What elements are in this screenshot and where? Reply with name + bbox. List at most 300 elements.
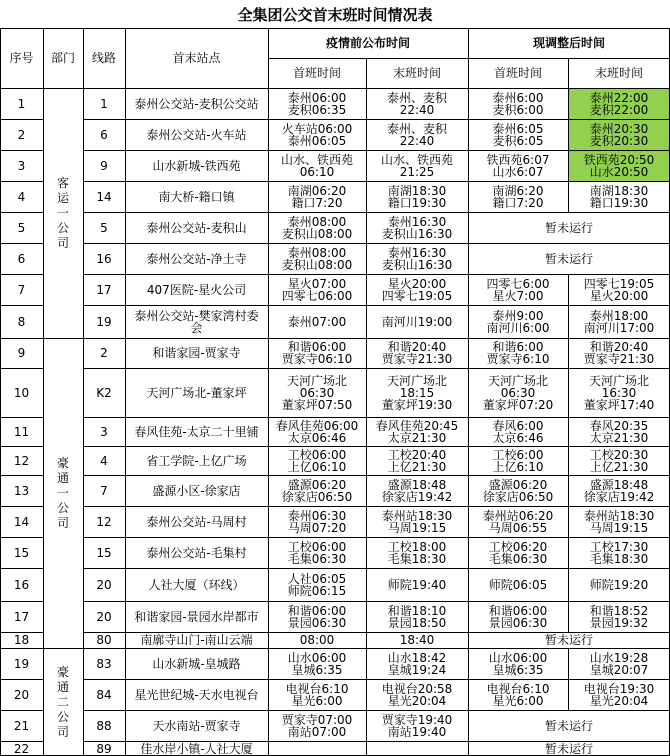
row-before-first-line: 麦积山08:00 bbox=[281, 226, 353, 241]
row-after-first bbox=[468, 88, 568, 119]
row-after-not-operating bbox=[468, 741, 670, 756]
row-after-not-operating bbox=[468, 710, 670, 741]
row-before-last bbox=[366, 506, 468, 537]
row-after-last-line: 四零七19:05 bbox=[583, 276, 655, 291]
row-after-first bbox=[468, 506, 568, 537]
row-line bbox=[83, 710, 125, 741]
row-before-first-line: 上亿06:10 bbox=[287, 459, 347, 474]
row-before-last-line: 泰州、麦积 bbox=[386, 121, 447, 136]
row-before-first bbox=[268, 88, 366, 119]
row-stations bbox=[125, 679, 268, 710]
row-after-first-line: 籍口7:20 bbox=[492, 195, 544, 210]
row-before-first bbox=[268, 305, 366, 338]
grid-line bbox=[0, 506, 44, 507]
grid-line bbox=[125, 28, 126, 756]
grid-line bbox=[568, 181, 569, 212]
row-before-first bbox=[268, 212, 366, 243]
row-stations-line: 南廓寺山门-南山云端 bbox=[140, 633, 253, 647]
row-before-first bbox=[268, 710, 366, 741]
row-before-first bbox=[268, 368, 366, 417]
row-after-last-line: 南河川17:00 bbox=[583, 320, 655, 335]
row-line-line: 20 bbox=[96, 577, 112, 592]
grid-line bbox=[83, 679, 670, 680]
row-stations bbox=[125, 475, 268, 506]
row-after-last bbox=[568, 537, 670, 568]
row-after-first-line: 山水06:00 bbox=[488, 650, 548, 665]
row-after-last-line: 和谐18:52 bbox=[589, 603, 649, 618]
row-before-last-line: 徐家店19:42 bbox=[381, 489, 453, 504]
row-after-first-line: 星光6:00 bbox=[492, 693, 544, 708]
grid-line bbox=[568, 305, 569, 338]
grid-line bbox=[568, 88, 569, 119]
grid-line bbox=[0, 475, 44, 476]
row-before-first-line: 董家坪07:50 bbox=[281, 397, 353, 412]
row-line bbox=[83, 475, 125, 506]
grid-line bbox=[83, 710, 670, 711]
row-line-line: 19 bbox=[96, 314, 112, 329]
row-before-first bbox=[268, 632, 366, 648]
row-before-last-line: 南湖18:30 bbox=[387, 183, 447, 198]
row-line bbox=[83, 150, 125, 181]
row-line bbox=[83, 632, 125, 648]
row-before-first-line: 和谐06:00 bbox=[287, 603, 347, 618]
row-before-first-line: 马周07:20 bbox=[287, 520, 347, 535]
row-stations-line: 天水南站-贾家寺 bbox=[152, 718, 241, 733]
row-seq-line: 16 bbox=[13, 577, 30, 592]
row-line bbox=[83, 88, 125, 119]
grid-line bbox=[43, 28, 44, 756]
row-before-last-line: 山水、铁西苑 bbox=[380, 152, 453, 167]
grid-line bbox=[568, 506, 569, 537]
row-after-not-operating-line: 暂未运行 bbox=[544, 633, 593, 647]
row-seq bbox=[0, 568, 43, 601]
row-seq bbox=[0, 88, 43, 119]
row-before-last-line: 上亿21:30 bbox=[387, 459, 447, 474]
row-after-first bbox=[468, 679, 568, 710]
row-after-first bbox=[468, 417, 568, 446]
grid-line bbox=[83, 119, 670, 120]
row-before-last-line: 工校18:00 bbox=[387, 539, 447, 554]
grid-line bbox=[43, 338, 83, 339]
row-before-first-line: 贾家寺06:10 bbox=[281, 352, 353, 366]
row-after-last-line: 春风20:35 bbox=[589, 418, 649, 433]
row-after-last bbox=[568, 679, 670, 710]
header-stations-line: 首末站点 bbox=[172, 51, 221, 65]
dept-cell-line: 公 bbox=[56, 709, 69, 724]
row-line-line: 6 bbox=[100, 127, 108, 142]
row-before-first-line: 工校06:00 bbox=[287, 539, 347, 554]
row-line bbox=[83, 212, 125, 243]
grid-line bbox=[0, 679, 44, 680]
row-stations-line: 泰州公交站-麦积山 bbox=[146, 220, 247, 235]
row-before-first bbox=[268, 506, 366, 537]
row-line-line: 5 bbox=[100, 220, 108, 235]
row-before-last-line: 泰州16:30 bbox=[387, 214, 447, 229]
row-stations-line: 会 bbox=[190, 320, 203, 335]
dept-cell-line: 运 bbox=[56, 190, 69, 205]
row-seq-line: 17 bbox=[13, 609, 30, 624]
row-seq-line: 9 bbox=[17, 346, 26, 360]
row-seq-line: 1 bbox=[17, 96, 26, 111]
row-after-first bbox=[468, 368, 568, 417]
row-line-line: 9 bbox=[100, 158, 108, 173]
row-after-first bbox=[468, 181, 568, 212]
header-line bbox=[83, 28, 125, 88]
row-seq bbox=[0, 368, 43, 417]
grid-line bbox=[0, 568, 44, 569]
row-before-last-line: 和谐20:40 bbox=[387, 340, 447, 354]
row-before-first-line: 盛源06:20 bbox=[287, 477, 347, 492]
row-line bbox=[83, 243, 125, 274]
row-before-last-line: 和谐18:10 bbox=[387, 603, 447, 618]
row-before-first bbox=[268, 417, 366, 446]
grid-line bbox=[83, 446, 670, 447]
row-stations bbox=[125, 338, 268, 368]
header-before-first-line: 首班时间 bbox=[292, 66, 341, 80]
grid-line bbox=[568, 119, 569, 150]
grid-line bbox=[568, 338, 569, 368]
grid-line bbox=[83, 417, 670, 418]
grid-line bbox=[83, 243, 670, 244]
dept-cell-line: 客 bbox=[56, 175, 69, 190]
grid-line bbox=[0, 446, 44, 447]
row-after-last bbox=[568, 648, 670, 679]
row-before-first bbox=[268, 648, 366, 679]
row-after-first bbox=[468, 119, 568, 150]
grid-line bbox=[0, 537, 44, 538]
row-seq bbox=[0, 537, 43, 568]
row-after-first-line: 麦积6:05 bbox=[492, 133, 544, 148]
row-stations bbox=[125, 119, 268, 150]
row-after-first-line: 皇城6:35 bbox=[492, 662, 544, 677]
grid-line bbox=[83, 568, 670, 569]
grid-line bbox=[0, 648, 44, 649]
row-after-first bbox=[468, 446, 568, 475]
row-before-first-line: 贾家寺07:00 bbox=[281, 712, 353, 727]
row-before-last bbox=[366, 212, 468, 243]
grid-line bbox=[0, 417, 44, 418]
dept-cell-line: 司 bbox=[56, 724, 69, 739]
row-stations bbox=[125, 601, 268, 632]
dept-cell-line: 豪 bbox=[56, 664, 69, 679]
row-stations-line: 泰州公交站-火车站 bbox=[146, 127, 247, 142]
row-before-first-line: 景园06:30 bbox=[287, 615, 347, 630]
row-line-line: 12 bbox=[96, 514, 112, 529]
row-before-last-line: 景园18:50 bbox=[387, 615, 447, 630]
row-line-line: 17 bbox=[96, 282, 112, 297]
row-before-first bbox=[268, 741, 366, 756]
row-stations bbox=[125, 274, 268, 305]
row-line-line: 83 bbox=[96, 656, 112, 671]
row-stations-line: 泰州公交站-净土寺 bbox=[146, 251, 247, 266]
row-stations bbox=[125, 88, 268, 119]
grid-line bbox=[0, 243, 44, 244]
header-before-group bbox=[268, 28, 468, 58]
row-after-last-line: 徐家店19:42 bbox=[583, 489, 655, 504]
grid-line bbox=[0, 710, 44, 711]
grid-line bbox=[83, 475, 670, 476]
row-after-last-line: 师院19:20 bbox=[589, 577, 649, 592]
grid-line bbox=[0, 212, 44, 213]
row-after-last-line: 星火20:00 bbox=[589, 288, 649, 303]
row-before-last-line: 麦积山16:30 bbox=[381, 226, 453, 241]
row-after-last bbox=[568, 305, 670, 338]
grid-line bbox=[0, 632, 44, 633]
row-after-first-line: 山水6:07 bbox=[492, 164, 544, 179]
row-after-last-line: 马周19:15 bbox=[589, 520, 649, 535]
row-line bbox=[83, 181, 125, 212]
grid-line bbox=[366, 58, 367, 756]
row-before-last-line: 四零七19:05 bbox=[381, 288, 453, 303]
grid-line bbox=[83, 274, 670, 275]
row-seq bbox=[0, 181, 43, 212]
grid-line bbox=[83, 537, 670, 538]
row-after-last-line: 16:30 bbox=[601, 385, 637, 400]
row-after-last-line: 泰州22:00 bbox=[589, 90, 649, 105]
row-seq bbox=[0, 338, 43, 368]
row-before-last bbox=[366, 632, 468, 648]
row-before-first-line: 山水06:00 bbox=[287, 650, 347, 665]
grid-line bbox=[83, 150, 670, 151]
row-after-last bbox=[568, 417, 670, 446]
row-after-first-line: 四零七6:00 bbox=[486, 276, 550, 291]
row-line-line: 2 bbox=[100, 346, 108, 360]
grid-line bbox=[568, 475, 569, 506]
row-after-not-operating-line: 暂未运行 bbox=[544, 741, 593, 756]
row-seq-line: 8 bbox=[17, 314, 26, 329]
row-line bbox=[83, 305, 125, 338]
row-after-first bbox=[468, 648, 568, 679]
row-after-first-line: 天河广场北 bbox=[487, 373, 548, 388]
row-line-line: K2 bbox=[96, 385, 112, 400]
header-after-first-line: 首班时间 bbox=[493, 66, 542, 80]
grid-line bbox=[268, 28, 269, 756]
row-before-last-line: 盛源18:48 bbox=[387, 477, 447, 492]
row-line bbox=[83, 679, 125, 710]
row-after-first-line: 泰州6:00 bbox=[492, 90, 544, 105]
row-after-last-line: 麦积22:00 bbox=[589, 102, 649, 117]
row-line-line: 84 bbox=[96, 687, 112, 702]
row-seq bbox=[0, 632, 43, 648]
row-before-first-line: 星光6:00 bbox=[291, 693, 343, 708]
row-before-last-line: 麦积山16:30 bbox=[381, 257, 453, 272]
row-after-last-line: 和谐20:40 bbox=[589, 340, 649, 354]
grid-line bbox=[83, 648, 670, 649]
grid-line bbox=[0, 338, 44, 339]
grid-line bbox=[83, 305, 670, 306]
grid-line bbox=[0, 150, 44, 151]
row-after-last-line: 山水19:28 bbox=[589, 650, 649, 665]
grid-line bbox=[568, 368, 569, 417]
row-before-last-line: 泰州、麦积 bbox=[386, 90, 447, 105]
row-line bbox=[83, 368, 125, 417]
row-stations bbox=[125, 537, 268, 568]
row-before-first bbox=[268, 338, 366, 368]
grid-line bbox=[83, 632, 670, 633]
row-after-first-line: 铁西苑6:07 bbox=[486, 152, 550, 167]
dept-cell-line: 司 bbox=[56, 515, 69, 530]
row-before-first-line: 工校06:00 bbox=[287, 447, 347, 462]
dept-cell-line: 一 bbox=[56, 485, 69, 500]
row-stations bbox=[125, 632, 268, 648]
row-stations bbox=[125, 710, 268, 741]
row-after-last bbox=[568, 506, 670, 537]
row-before-last-line: 星光20:04 bbox=[387, 693, 447, 708]
header-after-group bbox=[468, 28, 670, 58]
row-line-line: 3 bbox=[100, 424, 108, 439]
row-seq-line: 7 bbox=[17, 282, 26, 297]
row-stations-line: 山水新城-铁西苑 bbox=[152, 158, 241, 173]
row-after-last bbox=[568, 119, 670, 150]
row-stations bbox=[125, 368, 268, 417]
dept-cell-line: 通 bbox=[56, 679, 69, 694]
row-before-last-line: 22:40 bbox=[399, 102, 435, 117]
row-before-last-line: 贾家寺21:30 bbox=[381, 352, 453, 366]
row-before-last-line: 18:40 bbox=[399, 633, 435, 647]
header-seq-line: 序号 bbox=[9, 51, 34, 65]
row-before-last bbox=[366, 88, 468, 119]
row-after-not-operating bbox=[468, 632, 670, 648]
row-before-last-line: 董家坪19:30 bbox=[381, 397, 453, 412]
dept-cell bbox=[43, 338, 83, 648]
row-stations-line: 泰州公交站-樊家湾村委 bbox=[134, 308, 259, 323]
row-before-first-line: 南湖06:20 bbox=[287, 183, 347, 198]
row-before-first-line: 星火07:00 bbox=[287, 276, 347, 291]
row-after-last-line: 毛集18:30 bbox=[589, 551, 649, 566]
row-stations bbox=[125, 243, 268, 274]
row-seq-line: 3 bbox=[17, 158, 26, 173]
row-before-first-line: 籍口7:20 bbox=[291, 195, 343, 210]
row-after-not-operating-line: 暂未运行 bbox=[544, 220, 593, 235]
row-after-last bbox=[568, 446, 670, 475]
row-before-first-line: 06:10 bbox=[299, 164, 335, 179]
row-stations bbox=[125, 150, 268, 181]
row-line-line: 1 bbox=[100, 96, 108, 111]
row-before-last bbox=[366, 741, 468, 756]
header-after-last bbox=[568, 58, 670, 88]
row-after-last-line: 盛源18:48 bbox=[589, 477, 649, 492]
row-after-first bbox=[468, 475, 568, 506]
row-after-last-line: 天河广场北 bbox=[588, 373, 649, 388]
row-after-first-line: 师院06:05 bbox=[488, 577, 548, 592]
row-before-first-line: 火车站06:00 bbox=[281, 121, 353, 136]
grid-line bbox=[568, 58, 569, 88]
row-line-line: 80 bbox=[96, 633, 112, 647]
row-after-first-line: 董家坪07:20 bbox=[482, 397, 554, 412]
row-before-last bbox=[366, 119, 468, 150]
row-after-last bbox=[568, 181, 670, 212]
row-seq bbox=[0, 679, 43, 710]
row-after-first-line: 贾家寺6:10 bbox=[486, 352, 550, 366]
row-before-last-line: 南河川19:00 bbox=[381, 314, 453, 329]
row-before-first bbox=[268, 568, 366, 601]
row-after-first bbox=[468, 150, 568, 181]
grid-line bbox=[83, 741, 670, 742]
row-before-last-line: 山水18:42 bbox=[387, 650, 447, 665]
row-after-first-line: 徐家店06:50 bbox=[482, 489, 554, 504]
grid-line bbox=[83, 181, 670, 182]
row-before-first bbox=[268, 181, 366, 212]
row-after-last-line: 籍口19:30 bbox=[589, 195, 649, 210]
row-seq bbox=[0, 274, 43, 305]
grid-line bbox=[568, 417, 569, 446]
row-line-line: 14 bbox=[96, 189, 112, 204]
row-before-first-line: 06:30 bbox=[299, 385, 335, 400]
row-before-last-line: 贾家寺19:40 bbox=[381, 712, 453, 727]
row-line-line: 4 bbox=[100, 453, 108, 468]
row-after-first-line: 电视台6:10 bbox=[486, 681, 550, 696]
header-after-first bbox=[468, 58, 568, 88]
row-after-last bbox=[568, 568, 670, 601]
grid-line bbox=[568, 568, 569, 601]
row-before-last-line: 泰州16:30 bbox=[387, 245, 447, 260]
row-stations-line: 南大桥-籍口镇 bbox=[158, 189, 235, 204]
row-stations-line: 泰州公交站-毛集村 bbox=[146, 545, 247, 560]
row-after-last-line: 泰州18:00 bbox=[589, 308, 649, 323]
grid-line bbox=[83, 368, 670, 369]
row-seq-line: 14 bbox=[13, 514, 30, 529]
row-line bbox=[83, 506, 125, 537]
row-seq-line: 13 bbox=[13, 483, 30, 498]
dept-cell bbox=[43, 88, 83, 338]
row-before-last bbox=[366, 648, 468, 679]
grid-line bbox=[0, 601, 44, 602]
row-stations bbox=[125, 212, 268, 243]
row-stations-line: 泰州公交站-马周村 bbox=[146, 514, 247, 529]
row-before-first-line: 春风佳苑06:00 bbox=[275, 418, 359, 433]
header-before-first bbox=[268, 58, 366, 88]
row-after-not-operating-line: 暂未运行 bbox=[544, 251, 593, 266]
row-after-last-line: 太京21:30 bbox=[589, 430, 649, 445]
row-after-last-line: 贾家寺21:30 bbox=[583, 352, 655, 366]
row-before-first-line: 毛集06:30 bbox=[287, 551, 347, 566]
header-stations bbox=[125, 28, 268, 88]
row-stations-line: 天河广场北-董家坪 bbox=[146, 385, 247, 400]
row-seq-line: 19 bbox=[13, 656, 30, 671]
row-stations bbox=[125, 417, 268, 446]
grid-line bbox=[568, 537, 569, 568]
row-before-first bbox=[268, 274, 366, 305]
row-after-first-line: 星火7:00 bbox=[492, 288, 544, 303]
row-before-last bbox=[366, 679, 468, 710]
row-stations-line: 山水新城-皇城路 bbox=[152, 656, 241, 671]
row-stations-line: 和谐家园-景园水岸都市 bbox=[134, 609, 259, 624]
row-after-last bbox=[568, 601, 670, 632]
row-seq bbox=[0, 212, 43, 243]
row-after-last bbox=[568, 274, 670, 305]
row-after-first-line: 盛源06:20 bbox=[488, 477, 548, 492]
row-after-first bbox=[468, 568, 568, 601]
row-before-last bbox=[366, 181, 468, 212]
row-stations-line: 407医院-星火公司 bbox=[146, 282, 247, 297]
row-before-last bbox=[366, 417, 468, 446]
row-before-first-line: 泰州06:05 bbox=[287, 133, 347, 148]
row-before-last bbox=[366, 243, 468, 274]
row-after-first-line: 和谐06:00 bbox=[488, 603, 548, 618]
row-seq bbox=[0, 741, 43, 756]
grid-line bbox=[83, 506, 670, 507]
row-stations bbox=[125, 305, 268, 338]
grid-line bbox=[83, 601, 670, 602]
row-before-last-line: 皇城19:24 bbox=[387, 662, 447, 677]
row-line-line: 7 bbox=[100, 483, 108, 498]
grid-line bbox=[568, 274, 569, 305]
grid-line bbox=[83, 338, 670, 339]
row-after-last-line: 景园19:32 bbox=[589, 615, 649, 630]
row-before-last-line: 21:25 bbox=[399, 164, 435, 179]
row-after-last-line: 麦积20:30 bbox=[589, 133, 649, 148]
row-after-last bbox=[568, 88, 670, 119]
